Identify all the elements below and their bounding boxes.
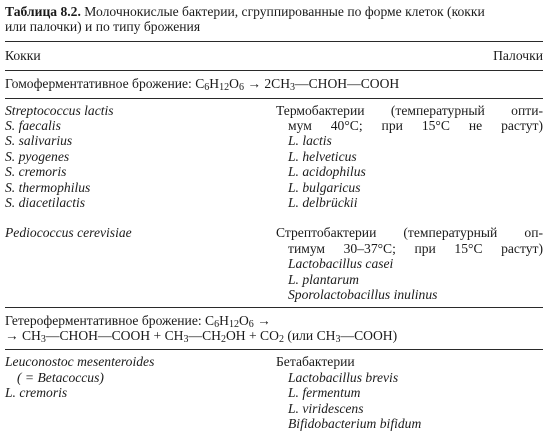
table-row bbox=[5, 99, 543, 211]
column-header bbox=[5, 42, 543, 70]
group-title: Стрептобактерии (температурный оп- bbox=[276, 225, 543, 241]
header-rods: Палочки bbox=[493, 47, 543, 63]
species-name: S. pyogenes bbox=[5, 148, 70, 164]
rods-cell bbox=[276, 103, 543, 211]
species-name: L. delbrückii bbox=[288, 195, 358, 211]
cocci-cell bbox=[5, 354, 276, 431]
caption-text-1: Молочнокислые бактерии, сгруппированные по форме клеток (кокки bbox=[84, 4, 485, 19]
species-name: Lactobacillus brevis bbox=[288, 369, 399, 385]
species-name: Bifidobacterium bifidum bbox=[288, 415, 422, 431]
header-cocci: Кокки bbox=[5, 47, 41, 63]
species-name: L. lactis bbox=[288, 133, 332, 149]
cocci-cell bbox=[5, 225, 276, 302]
species-name: S. thermophilus bbox=[5, 179, 91, 195]
species-name: L. cremoris bbox=[5, 385, 68, 401]
hetero-line-1: Гетероферментативное брожение: $C_6H_{12}O_6$ → bbox=[5, 312, 271, 330]
heterofermentative-equation bbox=[5, 308, 543, 350]
species-name: L. viridescens bbox=[288, 400, 364, 416]
cocci-cell bbox=[5, 103, 276, 211]
species-name: L. acidophilus bbox=[288, 164, 366, 180]
species-name: Sporolactobacillus inulinus bbox=[288, 287, 438, 303]
table-caption bbox=[5, 4, 543, 35]
species-name: S. cremoris bbox=[5, 164, 67, 180]
species-name: Leuconostoc mesenteroides bbox=[5, 354, 155, 370]
group-title-cont: мум 40°C; при 15°C не растут) bbox=[288, 118, 543, 134]
hetero-line-2: → $CH_3—CHOH—COOH$ + $CH_3—CH_2OH + CO_2$ (или $CH_3—COOH$) bbox=[5, 327, 398, 345]
species-name: Pediococcus cerevisiae bbox=[5, 225, 132, 241]
species-name: L. bulgaricus bbox=[288, 179, 361, 195]
rods-cell bbox=[276, 225, 543, 302]
species-name: L. helveticus bbox=[288, 148, 357, 164]
species-name: S. diacetilactis bbox=[5, 195, 86, 211]
group-spacer bbox=[5, 210, 543, 225]
species-name: S. faecalis bbox=[5, 118, 61, 134]
species-name: L. plantarum bbox=[288, 271, 360, 287]
homofermentative-equation: Гомоферментативное брожение: $C_6H_{12}O_6$ → $2CH_3—CHOH—COOH$ bbox=[5, 76, 400, 94]
table-row bbox=[5, 225, 543, 306]
species-name: L. fermentum bbox=[288, 385, 361, 401]
group-title: Бетабактерии bbox=[276, 354, 355, 370]
species-name: S. salivarius bbox=[5, 133, 73, 149]
species-name: Streptococcus lactis bbox=[5, 102, 114, 118]
group-title: Термобактерии (температурный опти- bbox=[276, 102, 543, 118]
table-row bbox=[5, 350, 543, 431]
rods-cell bbox=[276, 354, 543, 431]
caption-line-1 bbox=[5, 4, 543, 19]
group-title-cont: тимум 30–37°C; при 15°C растут) bbox=[288, 240, 543, 256]
species-name: Lactobacillus casei bbox=[288, 256, 394, 272]
species-synonym: ( = Betacoccus) bbox=[17, 369, 104, 385]
caption-line-2: или палочки) и по типу брожения bbox=[5, 19, 201, 35]
table-number: Таблица 8.2. bbox=[5, 4, 81, 19]
